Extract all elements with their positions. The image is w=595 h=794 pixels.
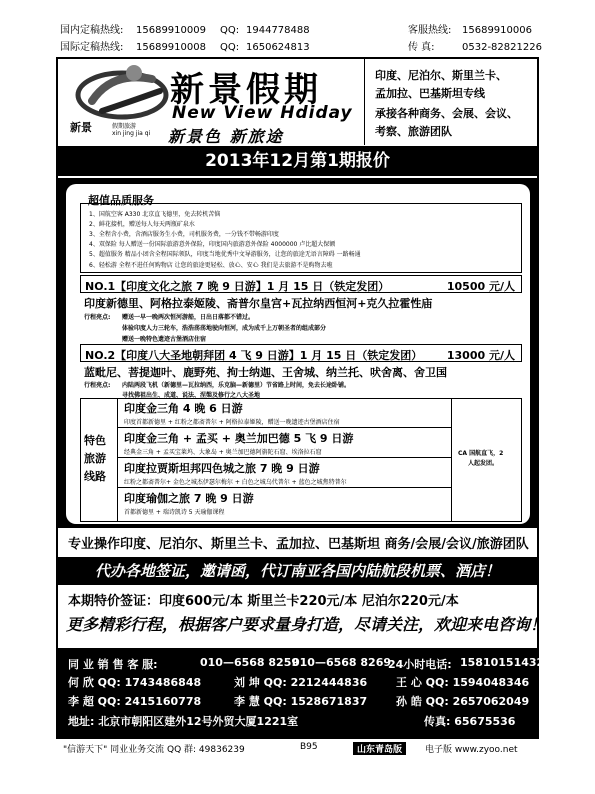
- contact-fax: 传真: 65675536: [424, 715, 516, 728]
- domestic-label: 国内定稿热线:: [60, 25, 124, 36]
- service-item: 4、双保险 每人赠送一份国际旅游意外保险，印度国内旅游意外保险 4000000 卢比超大保额: [89, 241, 336, 248]
- tour1-feature-2: 体验印度人力三轮车，浩浩荡荡地驶向恒河，成为成千上万朝圣者的组成部分: [122, 325, 327, 332]
- special-tour-item: [118, 398, 451, 428]
- special-tour-item: [118, 428, 451, 458]
- sales-label: 同 业 销 售 客 服:: [68, 658, 158, 671]
- domestic-qq-label: QQ:: [220, 25, 240, 36]
- footer-qq-group: "信游天下" 同业业务交流 QQ 群: 49836239: [63, 745, 245, 755]
- tour2-header: [80, 344, 522, 362]
- ca-note-2: 人起发团。: [468, 460, 499, 467]
- footer-edition: 山东青岛版: [353, 742, 406, 755]
- specialty-box: [364, 59, 538, 145]
- fax-label: 传 真:: [408, 42, 435, 53]
- hotline-label: 24小时电话:: [388, 658, 452, 671]
- hotlines-header: [60, 22, 540, 56]
- tour1-feature-3: 赠送一晚特色遗迹古堡酒店住宿: [122, 336, 207, 343]
- service-phone: 15689910006: [462, 25, 532, 36]
- tour2-title: NO.2【印度八大圣地朝拜团 4 飞 9 日游】1 月 15 日（铁定发团）: [85, 349, 423, 362]
- footer-website[interactable]: 电子版 www.zyoo.net: [425, 745, 518, 755]
- tour2-feature-1: 内陆两段飞机（新德里—瓦拉纳西，乐克脑—新德里）节省路上时间，免去长途卧铺。: [122, 382, 351, 389]
- sales-phone-1: 010—6568 8259: [200, 656, 300, 669]
- visa-banner: 代办各地签证，邀请函，代订南亚各国内陆航段机票、酒店！: [58, 557, 537, 585]
- hotline-phone: 15810151432: [460, 656, 545, 669]
- services-list: [80, 203, 522, 273]
- contact-box: [58, 648, 545, 737]
- special-tour-item: [118, 458, 451, 488]
- contact-person: 李 超 QQ: 2415160778: [68, 695, 202, 708]
- service-item: 1、国航空客 A330 北京直飞德里，免去转机苦恼: [89, 211, 221, 218]
- special-label-1: 特色: [84, 434, 106, 447]
- special-tour-item: [118, 488, 451, 522]
- sales-phone-2: 010—6568 8269: [292, 656, 392, 669]
- swirl-logo-icon: [72, 61, 172, 125]
- services-title: 超值品质服务: [88, 194, 154, 207]
- tour1-route: 印度新德里、阿格拉泰姬陵、斋普尔皇宫+瓦拉纳西恒河+克久拉霍性庙: [84, 297, 433, 310]
- brand-name-en: New View Hdiday: [172, 103, 353, 123]
- intl-label: 国际定稿热线:: [60, 42, 124, 53]
- intl-qq-label: QQ:: [220, 42, 240, 53]
- brand-slogan: 新景色 新旅途: [168, 127, 284, 146]
- special-tour-name: 印度金三角 4 晚 6 日游: [124, 402, 243, 415]
- tour1-feature-label: 行程亮点:: [84, 314, 111, 321]
- special-tours-label: [80, 398, 118, 522]
- service-item: 2、鲜花接机，赠送每人每天两瓶矿泉水: [89, 221, 195, 228]
- specialty-line-4: 考察、旅游团队: [375, 125, 452, 138]
- special-tour-desc: 印度首都新德里 + 红粉之都斋普尔 + 阿格拉泰姬陵，赠送一晚遗迹古堡酒店住宿: [124, 419, 340, 426]
- special-tour-desc: 经典金三角 + 孟买宝莱坞、大象岛 + 奥兰加巴德阿旃陀石窟、埃洛拉石窟: [124, 449, 322, 456]
- special-label-3: 线路: [84, 470, 106, 483]
- contact-address: 地址: 北京市朝阳区建外12号外贸大厦1221室: [68, 715, 299, 728]
- logo-subtitle: 假期旅游: [112, 123, 137, 130]
- intl-phone: 15689910008: [136, 42, 206, 53]
- domestic-phone: 15689910009: [136, 25, 206, 36]
- promo-slogan: 更多精彩行程，根据客户要求量身打造，尽请关注，欢迎来电咨询！: [66, 615, 547, 634]
- special-tour-name: 印度瑜伽之旅 7 晚 9 日游: [124, 492, 254, 505]
- issue-title: 2013年12月第1期报价: [58, 146, 537, 176]
- contact-person: 李 慧 QQ: 1528671837: [234, 695, 368, 708]
- service-item: 3、全程含小费，含酒店服务生小费，司机服务费，一分钱不带畅游印度: [89, 231, 279, 238]
- contact-person: 刘 坤 QQ: 2212444836: [234, 676, 368, 689]
- specialty-line-3: 承接各种商务、会展、会议、: [375, 107, 518, 120]
- visa-price: 本期特价签证：印度600元/本 斯里兰卡220元/本 尼泊尔220元/本: [68, 594, 459, 609]
- tour2-route: 蓝毗尼、菩提迦叶、鹿野苑、拘士纳迦、王舍城、纳兰托、吠舍离、舍卫国: [84, 366, 447, 379]
- business-line: 专业操作印度、尼泊尔、斯里兰卡、孟加拉、巴基斯坦 商务/会展/会议/旅游团队: [68, 537, 529, 552]
- logo-text: 新景: [70, 121, 92, 134]
- service-item: 6、轻松游 全程不进任何购物店 让您的旅途更轻松、放心、安心 我们是去旅游不是购物去啦: [89, 262, 333, 269]
- tour2-price: 13000 元/人: [446, 349, 515, 362]
- tour1-price: 10500 元/人: [446, 280, 515, 293]
- specialty-line-1: 印度、尼泊尔、斯里兰卡、: [375, 69, 507, 82]
- contact-person: 何 欣 QQ: 1743486848: [68, 676, 202, 689]
- service-item: 5、超值服务 精品小团含全程国际领队，印度当地优秀中文导游服务，让您的旅途无语言障碍 一路畅通: [89, 251, 361, 258]
- contact-person: 王 心 QQ: 1594048346: [396, 676, 530, 689]
- special-tour-desc: 首都新德里 + 瑞诗凯诗 5 天瑜伽课程: [124, 509, 225, 516]
- special-tour-name: 印度拉贾斯坦邦四色城之旅 7 晚 9 日游: [124, 462, 320, 475]
- brand-name: 新景假期: [170, 70, 322, 110]
- special-label-2: 旅游: [84, 452, 106, 465]
- ca-note-box: [451, 398, 522, 522]
- contact-person: 孙 皓 QQ: 2657062049: [396, 695, 530, 708]
- fax-number: 0532-82821226: [462, 42, 542, 53]
- logo-pinyin: xin jing jia qi: [112, 130, 151, 137]
- special-tour-desc: 红粉之都斋普尔+ 金色之城杰伊瑟尔梅尔 + 白色之城乌代普尔 + 蓝色之城焦特普尔: [124, 479, 347, 486]
- domestic-qq: 1944778488: [246, 25, 310, 36]
- footer-page-number: B95: [300, 742, 318, 752]
- ca-note-1: CA 国航直飞，2: [458, 450, 504, 457]
- special-tour-name: 印度金三角 + 孟买 + 奥兰加巴德 5 飞 9 日游: [124, 432, 354, 445]
- specialty-line-2: 孟加拉、巴基斯坦专线: [375, 87, 485, 100]
- tour2-feature-2: 寻找佛祖出生、成道、说法、涅槃及修行之八大圣地: [122, 392, 261, 399]
- tour1-header: [80, 275, 522, 293]
- tour1-title: NO.1【印度文化之旅 7 晚 9 日游】1 月 15 日（铁定发团）: [85, 280, 390, 293]
- tour1-feature-1: 赠送一早一晚两次恒河游船，日出日落都不错过。: [122, 314, 255, 321]
- service-label: 客服热线:: [408, 25, 452, 36]
- intl-qq: 1650624813: [246, 42, 310, 53]
- tour2-feature-label: 行程亮点:: [84, 382, 111, 389]
